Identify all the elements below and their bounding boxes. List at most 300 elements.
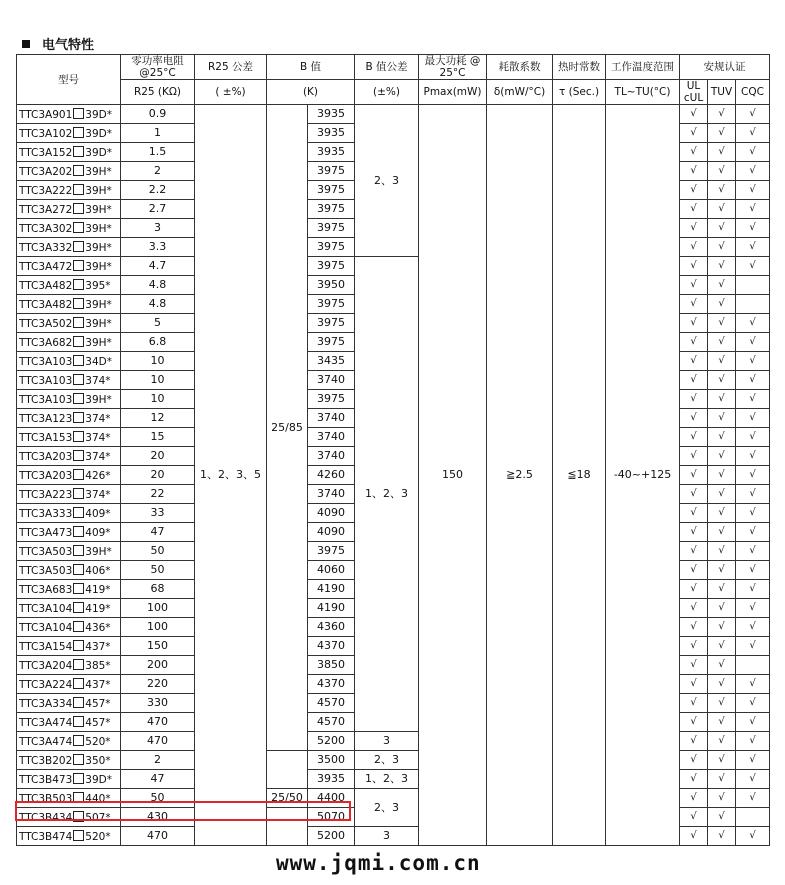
check-mark-icon: √	[749, 735, 756, 746]
r25-cell: 2	[121, 751, 195, 770]
check-mark-icon: √	[690, 431, 697, 442]
model-cell	[17, 466, 121, 485]
placeholder-box-icon	[73, 374, 84, 385]
model-cell	[17, 656, 121, 675]
ul-cert-cell	[680, 808, 708, 827]
model-cell	[17, 580, 121, 599]
header-pmax-unit: Pmax(mW)	[419, 80, 487, 105]
cqc-cert-cell	[736, 580, 770, 599]
b-value-cell: 4090	[308, 523, 355, 542]
ul-cert-cell	[680, 352, 708, 371]
check-mark-icon: √	[690, 830, 697, 841]
placeholder-box-icon	[73, 317, 84, 328]
check-mark-icon: √	[718, 279, 725, 290]
b-value-cell: 4190	[308, 580, 355, 599]
tuv-cert-cell	[708, 352, 736, 371]
model-cell	[17, 200, 121, 219]
cqc-cert-cell	[736, 732, 770, 751]
ul-cert-cell	[680, 124, 708, 143]
r25-cell: 470	[121, 827, 195, 846]
tuv-cert-cell	[708, 219, 736, 238]
check-mark-icon: √	[749, 450, 756, 461]
model-cell	[17, 542, 121, 561]
tuv-cert-cell	[708, 314, 736, 333]
r25-cell: 4.8	[121, 295, 195, 314]
header-temp-range-unit: TL~TU(°C)	[606, 80, 680, 105]
tuv-cert-cell	[708, 295, 736, 314]
check-mark-icon: √	[690, 773, 697, 784]
r25-cell: 200	[121, 656, 195, 675]
model-prefix: TTC3A334	[19, 697, 73, 710]
model-prefix: TTC3A103	[19, 393, 73, 406]
cqc-cert-cell	[736, 371, 770, 390]
model-prefix: TTC3B202	[19, 754, 73, 767]
cqc-cert-cell	[736, 124, 770, 143]
r25-cell: 470	[121, 732, 195, 751]
ul-cert-cell	[680, 181, 708, 200]
check-mark-icon: √	[718, 298, 725, 309]
model-suffix: 39H*	[85, 317, 112, 330]
r25-cell: 2.7	[121, 200, 195, 219]
b-value-cell: 4400	[308, 789, 355, 808]
placeholder-box-icon	[73, 716, 84, 727]
model-prefix: TTC3A123	[19, 412, 73, 425]
check-mark-icon: √	[718, 621, 725, 632]
model-suffix: 419*	[85, 602, 111, 615]
model-suffix: 39D*	[85, 146, 112, 159]
model-cell	[17, 808, 121, 827]
check-mark-icon: √	[690, 507, 697, 518]
check-mark-icon: √	[690, 583, 697, 594]
watermark: www.jqmi.com.cn	[276, 851, 481, 875]
b-value-cell: 3975	[308, 181, 355, 200]
ul-cert-cell	[680, 789, 708, 808]
check-mark-icon: √	[718, 792, 725, 803]
model-prefix: TTC3A503	[19, 564, 73, 577]
model-prefix: TTC3A103	[19, 355, 73, 368]
check-mark-icon: √	[718, 488, 725, 499]
check-mark-icon: √	[749, 754, 756, 765]
placeholder-box-icon	[73, 640, 84, 651]
check-mark-icon: √	[749, 146, 756, 157]
model-suffix: 395*	[85, 279, 111, 292]
cqc-cert-cell	[736, 352, 770, 371]
header-b-tolerance-unit: (±%)	[355, 80, 419, 105]
r25-cell: 20	[121, 447, 195, 466]
check-mark-icon: √	[718, 659, 725, 670]
check-mark-icon: √	[718, 317, 725, 328]
tuv-cert-cell	[708, 751, 736, 770]
check-mark-icon: √	[718, 754, 725, 765]
placeholder-box-icon	[73, 773, 84, 784]
model-prefix: TTC3A332	[19, 241, 73, 254]
b-value-cell: 4570	[308, 713, 355, 732]
ul-cert-cell	[680, 770, 708, 789]
cqc-cert-cell	[736, 713, 770, 732]
b-value-cell: 3935	[308, 770, 355, 789]
placeholder-box-icon	[73, 184, 84, 195]
model-prefix: TTC3A152	[19, 146, 73, 159]
check-mark-icon: √	[690, 184, 697, 195]
model-suffix: 385*	[85, 659, 111, 672]
table-body	[17, 105, 770, 846]
model-suffix: 406*	[85, 564, 111, 577]
r25-cell: 6.8	[121, 333, 195, 352]
b-value-cell: 3975	[308, 238, 355, 257]
placeholder-box-icon	[73, 298, 84, 309]
check-mark-icon: √	[690, 203, 697, 214]
b-value-cell: 3740	[308, 428, 355, 447]
model-cell	[17, 143, 121, 162]
ul-cert-cell	[680, 580, 708, 599]
tuv-cert-cell	[708, 409, 736, 428]
header-dissipation-unit: δ(mW/°C)	[487, 80, 553, 105]
check-mark-icon: √	[749, 127, 756, 138]
model-suffix: 409*	[85, 507, 111, 520]
placeholder-box-icon	[73, 526, 84, 537]
b-value-cell: 5200	[308, 827, 355, 846]
model-cell	[17, 181, 121, 200]
section-title-text: 电气特性	[42, 38, 95, 53]
check-mark-icon: √	[718, 393, 725, 404]
model-suffix: 457*	[85, 697, 111, 710]
b-value-cell: 3975	[308, 162, 355, 181]
b-value-cell: 3950	[308, 276, 355, 295]
model-prefix: TTC3A503	[19, 545, 73, 558]
b-condition-cell: 25/85	[267, 105, 308, 751]
check-mark-icon: √	[749, 640, 756, 651]
cqc-cert-cell	[736, 314, 770, 333]
cqc-cert-cell	[736, 770, 770, 789]
model-cell	[17, 390, 121, 409]
model-suffix: 520*	[85, 830, 111, 843]
r25-cell: 10	[121, 352, 195, 371]
check-mark-icon: √	[718, 165, 725, 176]
model-cell	[17, 162, 121, 181]
b-value-cell: 4370	[308, 637, 355, 656]
check-mark-icon: √	[749, 716, 756, 727]
b-value-cell: 3975	[308, 333, 355, 352]
model-suffix: 39H*	[85, 241, 112, 254]
placeholder-box-icon	[73, 241, 84, 252]
header-time-constant-unit: τ (Sec.)	[553, 80, 606, 105]
model-cell	[17, 599, 121, 618]
placeholder-box-icon	[73, 222, 84, 233]
check-mark-icon: √	[749, 222, 756, 233]
tuv-cert-cell	[708, 143, 736, 162]
r25-cell: 15	[121, 428, 195, 447]
model-suffix: 39H*	[85, 184, 112, 197]
r25-cell: 10	[121, 371, 195, 390]
placeholder-box-icon	[73, 735, 84, 746]
model-cell	[17, 770, 121, 789]
check-mark-icon: √	[718, 469, 725, 480]
tuv-cert-cell	[708, 371, 736, 390]
cqc-cert-cell	[736, 466, 770, 485]
check-mark-icon: √	[690, 355, 697, 366]
r25-cell: 470	[121, 713, 195, 732]
model-cell	[17, 827, 121, 846]
cqc-cert-cell	[736, 694, 770, 713]
model-suffix: 440*	[85, 792, 111, 805]
check-mark-icon: √	[749, 773, 756, 784]
model-cell	[17, 732, 121, 751]
check-mark-icon: √	[690, 716, 697, 727]
ul-cert-cell	[680, 105, 708, 124]
b-value-cell: 3850	[308, 656, 355, 675]
check-mark-icon: √	[749, 260, 756, 271]
placeholder-box-icon	[73, 127, 84, 138]
b-tolerance-cell: 3	[355, 827, 419, 846]
model-prefix: TTC3A102	[19, 127, 73, 140]
ul-cert-cell	[680, 219, 708, 238]
model-cell	[17, 637, 121, 656]
b-value-cell: 3975	[308, 219, 355, 238]
cqc-cert-cell	[736, 751, 770, 770]
r25-cell: 5	[121, 314, 195, 333]
tuv-cert-cell	[708, 257, 736, 276]
b-tolerance-cell: 1、2、3	[355, 770, 419, 789]
model-cell	[17, 409, 121, 428]
check-mark-icon: √	[749, 697, 756, 708]
r25-cell: 100	[121, 599, 195, 618]
ul-cert-cell	[680, 542, 708, 561]
placeholder-box-icon	[73, 108, 84, 119]
placeholder-box-icon	[73, 583, 84, 594]
b-value-cell: 5200	[308, 732, 355, 751]
check-mark-icon: √	[749, 203, 756, 214]
check-mark-icon: √	[718, 355, 725, 366]
model-cell	[17, 428, 121, 447]
b-value-cell: 3740	[308, 485, 355, 504]
model-prefix: TTC3A683	[19, 583, 73, 596]
tuv-cert-cell	[708, 390, 736, 409]
header-r25: 零功率电阻@25°C	[121, 55, 195, 80]
model-prefix: TTC3A302	[19, 222, 73, 235]
cqc-cert-cell	[736, 637, 770, 656]
r25-cell: 1	[121, 124, 195, 143]
r25-cell: 68	[121, 580, 195, 599]
header-safety: 安规认证	[680, 55, 770, 80]
check-mark-icon: √	[690, 165, 697, 176]
tuv-cert-cell	[708, 428, 736, 447]
cqc-cert-cell	[736, 257, 770, 276]
model-prefix: TTC3A104	[19, 602, 73, 615]
placeholder-box-icon	[73, 469, 84, 480]
model-suffix: 39H*	[85, 222, 112, 235]
check-mark-icon: √	[749, 336, 756, 347]
check-mark-icon: √	[749, 507, 756, 518]
model-suffix: 374*	[85, 450, 111, 463]
b-value-cell: 4370	[308, 675, 355, 694]
ul-cert-cell	[680, 732, 708, 751]
b-value-cell: 3435	[308, 352, 355, 371]
r25-cell: 1.5	[121, 143, 195, 162]
cqc-cert-cell	[736, 808, 770, 827]
b-value-cell: 4060	[308, 561, 355, 580]
section-title	[22, 34, 94, 53]
check-mark-icon: √	[718, 108, 725, 119]
check-mark-icon: √	[749, 469, 756, 480]
placeholder-box-icon	[73, 431, 84, 442]
placeholder-box-icon	[73, 830, 84, 841]
model-suffix: 374*	[85, 488, 111, 501]
tuv-cert-cell	[708, 238, 736, 257]
check-mark-icon: √	[690, 564, 697, 575]
model-prefix: TTC3A202	[19, 165, 73, 178]
check-mark-icon: √	[690, 108, 697, 119]
model-suffix: 39D*	[85, 773, 112, 786]
r25-cell: 0.9	[121, 105, 195, 124]
model-prefix: TTC3A203	[19, 450, 73, 463]
tuv-cert-cell	[708, 124, 736, 143]
check-mark-icon: √	[718, 697, 725, 708]
check-mark-icon: √	[718, 507, 725, 518]
check-mark-icon: √	[718, 336, 725, 347]
ul-cert-cell	[680, 276, 708, 295]
check-mark-icon: √	[690, 811, 697, 822]
check-mark-icon: √	[718, 716, 725, 727]
model-suffix: 426*	[85, 469, 111, 482]
model-cell	[17, 618, 121, 637]
model-cell	[17, 276, 121, 295]
model-suffix: 39H*	[85, 203, 112, 216]
header-dissipation: 耗散系数	[487, 55, 553, 80]
ul-cert-cell	[680, 371, 708, 390]
model-prefix: TTC3A272	[19, 203, 73, 216]
cqc-cert-cell	[736, 276, 770, 295]
check-mark-icon: √	[749, 488, 756, 499]
b-value-cell: 3975	[308, 257, 355, 276]
check-mark-icon: √	[718, 640, 725, 651]
model-suffix: 436*	[85, 621, 111, 634]
placeholder-box-icon	[73, 488, 84, 499]
placeholder-box-icon	[73, 678, 84, 689]
cqc-cert-cell	[736, 523, 770, 542]
ul-cert-cell	[680, 143, 708, 162]
cqc-cert-cell	[736, 447, 770, 466]
header-pmax: 最大功耗 @ 25°C	[419, 55, 487, 80]
check-mark-icon: √	[749, 393, 756, 404]
check-mark-icon: √	[749, 564, 756, 575]
model-cell	[17, 523, 121, 542]
cqc-cert-cell	[736, 561, 770, 580]
model-prefix: TTC3A482	[19, 279, 73, 292]
ul-cert-cell	[680, 523, 708, 542]
check-mark-icon: √	[718, 735, 725, 746]
r25-cell: 3	[121, 219, 195, 238]
r25-cell: 50	[121, 789, 195, 808]
model-cell	[17, 333, 121, 352]
model-cell	[17, 124, 121, 143]
model-suffix: 437*	[85, 678, 111, 691]
header-temp-range: 工作温度范围	[606, 55, 680, 80]
tuv-cert-cell	[708, 599, 736, 618]
model-suffix: 39H*	[85, 298, 112, 311]
model-suffix: 457*	[85, 716, 111, 729]
ul-cert-cell	[680, 257, 708, 276]
check-mark-icon: √	[718, 811, 725, 822]
placeholder-box-icon	[73, 146, 84, 157]
b-tolerance-cell: 2、3	[355, 105, 419, 257]
ul-cert-cell	[680, 675, 708, 694]
cqc-cert-cell	[736, 409, 770, 428]
r25-cell: 330	[121, 694, 195, 713]
header-ul: UL cUL	[680, 80, 708, 105]
b-value-cell: 3975	[308, 314, 355, 333]
check-mark-icon: √	[749, 317, 756, 328]
check-mark-icon: √	[718, 773, 725, 784]
placeholder-box-icon	[73, 811, 84, 822]
b-value-cell: 4570	[308, 694, 355, 713]
pmax-cell: 150	[419, 105, 487, 846]
check-mark-icon: √	[749, 830, 756, 841]
b-value-cell: 3975	[308, 200, 355, 219]
b-condition-cell-empty	[267, 751, 308, 789]
model-prefix: TTC3B473	[19, 773, 73, 786]
check-mark-icon: √	[718, 602, 725, 613]
check-mark-icon: √	[690, 298, 697, 309]
b-tolerance-cell: 1、2、3	[355, 257, 419, 732]
model-cell	[17, 295, 121, 314]
model-suffix: 39D*	[85, 108, 112, 121]
model-prefix: TTC3A104	[19, 621, 73, 634]
b-value-cell: 4090	[308, 504, 355, 523]
check-mark-icon: √	[749, 526, 756, 537]
check-mark-icon: √	[749, 412, 756, 423]
ul-cert-cell	[680, 618, 708, 637]
cqc-cert-cell	[736, 618, 770, 637]
cqc-cert-cell	[736, 656, 770, 675]
model-cell	[17, 713, 121, 732]
b-value-cell: 3935	[308, 105, 355, 124]
check-mark-icon: √	[690, 602, 697, 613]
check-mark-icon: √	[690, 469, 697, 480]
header-b-tolerance: B 值公差	[355, 55, 419, 80]
b-condition-cell: 25/50	[267, 789, 308, 808]
ul-cert-cell	[680, 599, 708, 618]
check-mark-icon: √	[749, 602, 756, 613]
check-mark-icon: √	[718, 222, 725, 233]
check-mark-icon: √	[690, 678, 697, 689]
ul-cert-cell	[680, 504, 708, 523]
check-mark-icon: √	[718, 564, 725, 575]
model-prefix: TTC3A474	[19, 716, 73, 729]
check-mark-icon: √	[749, 678, 756, 689]
check-mark-icon: √	[690, 754, 697, 765]
tuv-cert-cell	[708, 523, 736, 542]
cqc-cert-cell	[736, 675, 770, 694]
placeholder-box-icon	[73, 260, 84, 271]
model-cell	[17, 447, 121, 466]
model-cell	[17, 694, 121, 713]
check-mark-icon: √	[718, 431, 725, 442]
r25-cell: 4.7	[121, 257, 195, 276]
check-mark-icon: √	[718, 678, 725, 689]
model-cell	[17, 238, 121, 257]
check-mark-icon: √	[690, 412, 697, 423]
check-mark-icon: √	[749, 374, 756, 385]
placeholder-box-icon	[73, 564, 84, 575]
r25-cell: 220	[121, 675, 195, 694]
check-mark-icon: √	[690, 222, 697, 233]
check-mark-icon: √	[690, 241, 697, 252]
check-mark-icon: √	[718, 146, 725, 157]
model-prefix: TTC3A682	[19, 336, 73, 349]
placeholder-box-icon	[73, 450, 84, 461]
tuv-cert-cell	[708, 770, 736, 789]
check-mark-icon: √	[690, 260, 697, 271]
